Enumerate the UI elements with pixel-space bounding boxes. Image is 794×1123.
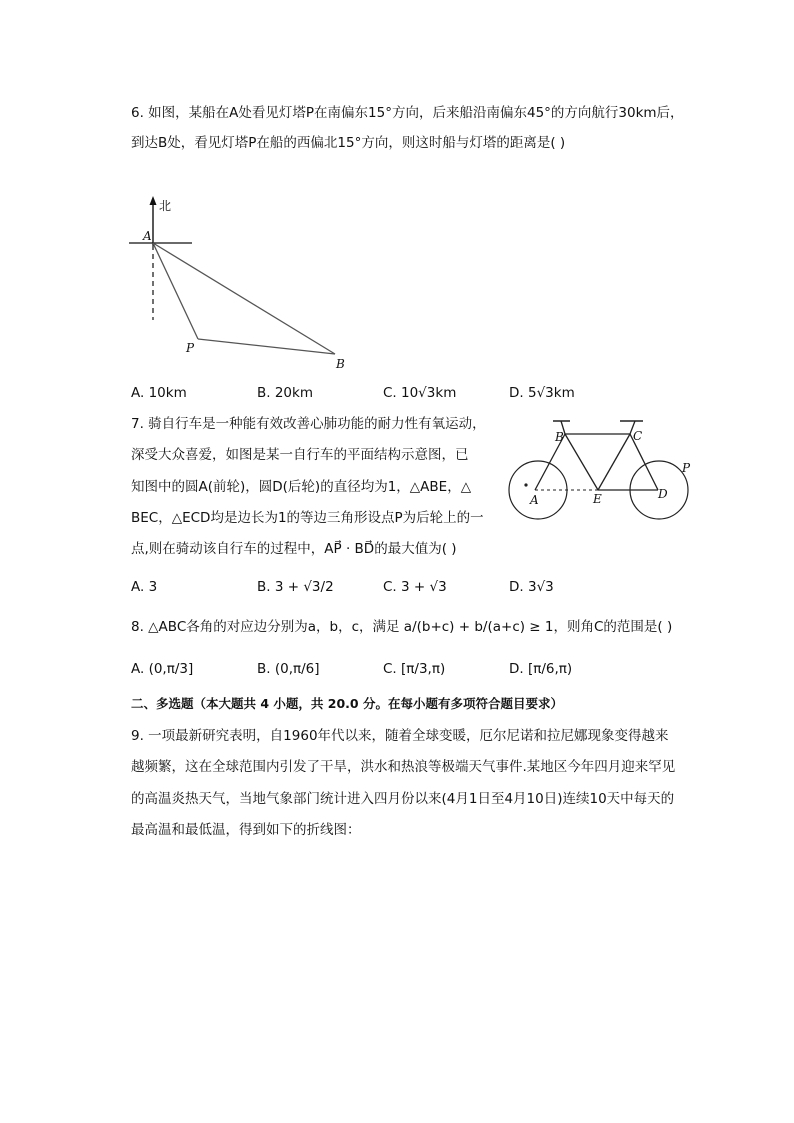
q6-line-1: 6. 如图，某船在A处看见灯塔P在南偏东15°方向，后来船沿南偏东45°的方向航行30km后， — [131, 105, 684, 121]
point-D-label: D — [658, 487, 668, 501]
q7-bicycle-figure — [505, 418, 705, 528]
point-P-label: P — [186, 341, 195, 355]
q9-line-4: 最高温和最低温，得到如下的折线图： — [131, 822, 361, 838]
q9-line-1: 9. 一项最新研究表明，自1960年代以来，随着全球变暖，厄尔尼诺和拉尼娜现象变得越来 — [131, 728, 669, 744]
q7-option-d: D. 3√3 — [509, 579, 554, 595]
point-B-label: B — [555, 430, 564, 444]
q8-option-a: A. (0,π/3] — [131, 661, 194, 677]
section-heading-multi-choice: 二、多选题（本大题共 4 小题，共 20.0 分。在每小题有多项符合题目要求） — [131, 696, 563, 711]
q7-option-b: B. 3 + √3/2 — [257, 579, 334, 595]
point-E-label: E — [593, 492, 602, 506]
q6-option-b: B. 20km — [257, 385, 313, 401]
q7-line-2: 深受大众喜爱，如图是某一自行车的平面结构示意图，已 — [131, 447, 469, 463]
point-mark — [524, 483, 527, 486]
q7-line-5: 点,则在骑动该自行车的过程中，AP⃗ · BD⃗的最大值为( ) — [131, 541, 457, 557]
q7-line-4: BEC，△ECD均是边长为1的等边三角形设点P为后轮上的一 — [131, 510, 484, 526]
frame-BE — [565, 434, 598, 490]
q6-option-d: D. 5√3km — [509, 385, 575, 401]
q7-line-3: 知图中的圆A(前轮)，圆D(后轮)的直径均为1，△ABE，△ — [131, 479, 472, 495]
segment-AB — [153, 243, 335, 354]
q9-line-2: 越频繁，这在全球范围内引发了干旱，洪水和热浪等极端天气事件.某地区今年四月迎来罕见 — [131, 759, 676, 775]
point-B-label: B — [336, 357, 345, 371]
q9-line-3: 的高温炎热天气，当地气象部门统计进入四月份以来(4月1日至4月10日)连续10天中每天的 — [131, 791, 675, 807]
point-C-label: C — [633, 429, 643, 443]
q8-option-b: B. (0,π/6] — [257, 661, 320, 677]
q6-line-2: 到达B处，看见灯塔P在船的西偏北15°方向，则这时船与灯塔的距离是( ) — [131, 135, 566, 151]
q6-figure — [125, 190, 365, 375]
frame-EC — [598, 434, 630, 490]
q7-line-1: 7. 骑自行车是一种能有效改善心肺功能的耐力性有氧运动， — [131, 416, 486, 432]
north-label: 北 — [159, 199, 172, 213]
q6-option-a: A. 10km — [131, 385, 187, 401]
q8-line-1: 8. △ABC各角的对应边分别为a，b，c，满足 a/(b+c) + b/(a+c) ≥ 1，则角C的范围是( ) — [131, 619, 673, 635]
q7-option-a: A. 3 — [131, 579, 158, 595]
point-A-label: A — [143, 229, 152, 243]
q8-option-c: C. [π/3,π) — [383, 661, 446, 677]
q8-option-d: D. [π/6,π) — [509, 661, 573, 677]
point-P-label: P — [682, 461, 691, 475]
q7-option-c: C. 3 + √3 — [383, 579, 447, 595]
point-A-label: A — [530, 493, 539, 507]
q6-option-c: C. 10√3km — [383, 385, 457, 401]
north-arrow-head — [150, 196, 157, 205]
